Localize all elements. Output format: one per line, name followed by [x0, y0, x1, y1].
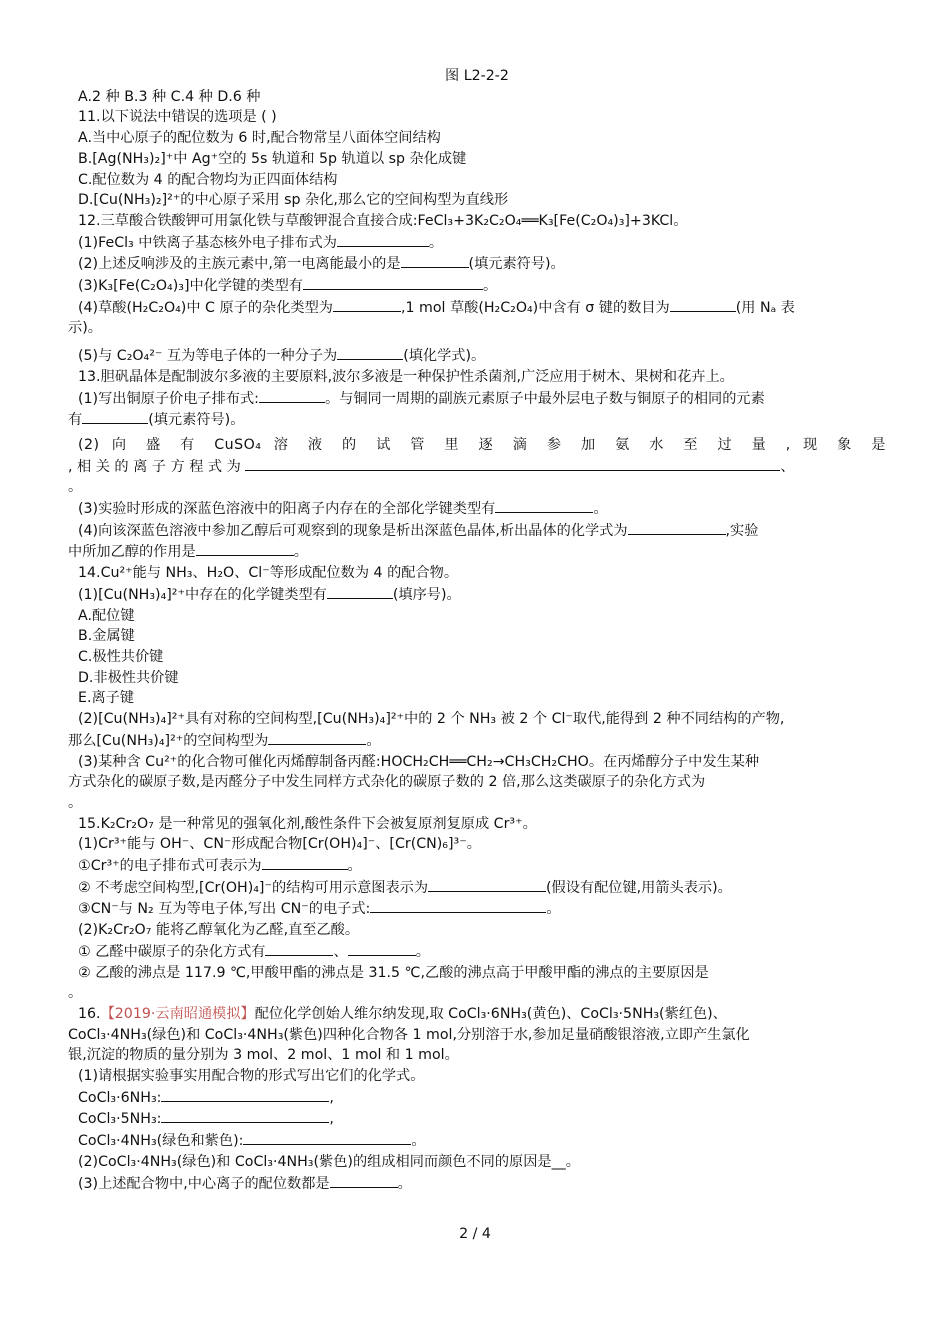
q13-part2-cont: , 相 关 的 离 子 方 程 式 为 、	[68, 456, 886, 478]
q16-formula-1: CoCl₃·6NH₃: ,	[68, 1087, 886, 1109]
q16-stem-line2: CoCl₃·4NH₃(绿色)和 CoCl₃·4NH₃(紫色)四种化合物各 1 mol,分别溶于水,参加足量硝酸银溶液,立即产生氯化	[68, 1026, 750, 1043]
q13-part2: (2) 向 盛 有 CuSO₄ 溶 液 的 试 管 里 逐 滴 参 加 氨 水 至 过 量 , 现 象 是	[78, 436, 886, 453]
q16-stem: 16.【2019·云南昭通模拟】配位化学创始人维尔纳发现,取 CoCl₃·6NH₃(黄色)、CoCl₃·5NH₃(紫红色)、	[78, 1005, 727, 1022]
q15-sub2: ② 不考虑空间构型,[Cr(OH)₄]⁻的结构可用示意图表示为 (假设有配位键,用箭头表示)。	[68, 877, 886, 899]
q15-part1: (1)Cr³⁺能与 OH⁻、CN⁻形成配合物[Cr(OH)₄]⁻、[Cr(CN)₆]³⁻。	[78, 836, 481, 853]
q16-formula-3: CoCl₃·4NH₃(绿色和紫色): 。	[68, 1130, 886, 1152]
answer-blank[interactable]	[333, 297, 401, 312]
q14-part2-cont: 那么[Cu(NH₃)₄]²⁺的空间构型为 。	[68, 730, 886, 752]
answer-blank[interactable]	[401, 253, 469, 268]
q12-part3: (3)K₃[Fe(C₂O₄)₃]中化学键的类型有 。	[68, 275, 886, 297]
q15-sub2-2: ② 乙酸的沸点是 117.9 ℃,甲酸甲酯的沸点是 31.5 ℃,乙酸的沸点高于甲酸甲酯的沸点的主要原因是	[78, 964, 709, 981]
q14-part1: (1)[Cu(NH₃)₄]²⁺中存在的化学键类型有 (填序号)。	[68, 584, 886, 606]
answer-blank[interactable]	[303, 275, 483, 290]
q16-stem-line3: 银,沉淀的物质的量分别为 3 mol、2 mol、1 mol 和 1 mol。	[68, 1047, 459, 1064]
answer-blank[interactable]	[262, 855, 348, 870]
q11-option-a: A.当中心原子的配位数为 6 时,配合物常呈八面体空间结构	[78, 130, 441, 147]
q14-option-a: A.配位键	[78, 607, 135, 624]
answer-blank[interactable]	[161, 1087, 329, 1102]
answer-blank[interactable]	[337, 345, 403, 360]
q13-part4-cont: 中所加乙醇的作用是 。	[68, 541, 886, 563]
source-tag: 【2019·云南昭通模拟】	[100, 1005, 255, 1022]
q14-option-e: E.离子键	[78, 690, 135, 707]
answer-blank[interactable]	[268, 730, 366, 745]
answer-blank[interactable]	[670, 297, 736, 312]
q15-sub2-2-end: 。	[68, 985, 83, 1002]
page-number: 2 / 4	[459, 1226, 491, 1242]
q14-stem: 14.Cu²⁺能与 NH₃、H₂O、Cl⁻等形成配位数为 4 的配合物。	[78, 565, 459, 582]
q15-sub1: ①Cr³⁺的电子排布式可表示为 。	[68, 855, 886, 877]
q16-part3: (3)上述配合物中,中心离子的配位数都是 。	[68, 1173, 886, 1195]
answer-blank[interactable]	[327, 584, 393, 599]
q13-part4: (4)向该深蓝色溶液中参加乙醇后可观察到的现象是析出深蓝色晶体,析出晶体的化学式为 ,实验	[68, 520, 886, 542]
q12-part2: (2)上述反响涉及的主族元素中,第一电离能最小的是 (填元素符号)。	[68, 253, 886, 275]
q13-part1-cont: 有 (填元素符号)。	[68, 409, 886, 431]
q12-part4: (4)草酸(H₂C₂O₄)中 C 原子的杂化类型为 ,1 mol 草酸(H₂C₂O₄)中含有 σ 键的数目为 (用 Nₐ 表	[68, 297, 886, 319]
q16-part1: (1)请根据实验事实用配合物的形式写出它们的化学式。	[78, 1068, 425, 1085]
q13-stem: 13.胆矾晶体是配制波尔多液的主要原料,波尔多液是一种保护性杀菌剂,广泛应用于树木、果树和花卉上。	[78, 368, 734, 385]
q12-part5: (5)与 C₂O₄²⁻ 互为等电子体的一种分子为 (填化学式)。	[68, 345, 886, 367]
q10-options: A.2 种 B.3 种 C.4 种 D.6 种	[78, 88, 261, 105]
figure-caption: 图 L2-2-2	[445, 68, 509, 84]
answer-blank[interactable]	[330, 1173, 398, 1188]
q11-option-b: B.[Ag(NH₃)₂]⁺中 Ag⁺空的 5s 轨道和 5p 轨道以 sp 杂化成键	[78, 150, 467, 167]
q11-stem: 11.以下说法中错误的选项是 ( )	[78, 109, 277, 126]
q12-part4-cont: 示)。	[68, 320, 102, 337]
answer-blank[interactable]	[245, 456, 780, 471]
answer-blank[interactable]	[428, 877, 546, 892]
q14-part2: (2)[Cu(NH₃)₄]²⁺具有对称的空间构型,[Cu(NH₃)₄]²⁺中的 2 个 NH₃ 被 2 个 Cl⁻取代,能得到 2 种不同结构的产物,	[78, 711, 785, 728]
answer-blank[interactable]	[161, 1108, 329, 1123]
q13-part3: (3)实验时形成的深蓝色溶液中的阳离子内存在的全部化学键类型有 。	[68, 498, 886, 520]
q12-part1: (1)FeCl₃ 中铁离子基态核外电子排布式为 。	[68, 232, 886, 254]
q16-formula-2: CoCl₃·5NH₃: ,	[68, 1108, 886, 1130]
q14-option-b: B.金属键	[78, 628, 135, 645]
q14-part3-cont: 方式杂化的碳原子数,是丙醛分子中发生同样方式杂化的碳原子数的 2 倍,那么这类碳原子的杂化方式为	[68, 774, 706, 791]
q11-option-c: C.配位数为 4 的配合物均为正四面体结构	[78, 171, 338, 188]
q14-part3-end: 。	[68, 794, 83, 811]
q15-part2: (2)K₂Cr₂O₇ 能将乙醇氧化为乙醛,直至乙酸。	[78, 922, 360, 939]
q14-option-c: C.极性共价键	[78, 648, 164, 665]
q15-sub2-1: ① 乙醛中碳原子的杂化方式有 、 。	[68, 941, 886, 963]
answer-blank[interactable]	[265, 941, 333, 956]
answer-blank[interactable]	[337, 232, 429, 247]
answer-blank[interactable]	[259, 388, 325, 403]
q12-stem: 12.三草酸合铁酸钾可用氯化铁与草酸钾混合直接合成:FeCl₃+3K₂C₂O₄══K₃[Fe(C₂O₄)₃]+3KCl。	[78, 212, 688, 229]
q16-part2: (2)CoCl₃·4NH₃(绿色)和 CoCl₃·4NH₃(紫色)的组成相同而颜色不同的原因是__。	[78, 1153, 580, 1170]
q15-stem: 15.K₂Cr₂O₇ 是一种常见的强氧化剂,酸性条件下会被复原剂复原成 Cr³⁺。	[78, 815, 537, 832]
answer-blank[interactable]	[348, 941, 416, 956]
q11-option-d: D.[Cu(NH₃)₂]²⁺的中心原子采用 sp 杂化,那么它的空间构型为直线形	[78, 192, 509, 209]
document-body	[68, 66, 886, 1194]
q14-part3: (3)某种含 Cu²⁺的化合物可催化丙烯醇制备丙醛:HOCH₂CH══CH₂→CH₃CH₂CHO。在丙烯醇分子中发生某种	[78, 753, 760, 770]
q13-part2-end: 。	[68, 479, 83, 496]
q15-sub3: ③CN⁻与 N₂ 互为等电子体,写出 CN⁻的电子式: 。	[68, 898, 886, 920]
answer-blank[interactable]	[196, 541, 294, 556]
answer-blank[interactable]	[243, 1130, 411, 1145]
q14-option-d: D.非极性共价键	[78, 669, 179, 686]
answer-blank[interactable]	[628, 520, 726, 535]
answer-blank[interactable]	[82, 409, 148, 424]
answer-blank[interactable]	[370, 898, 546, 913]
answer-blank[interactable]	[495, 498, 593, 513]
q13-part1: (1)写出铜原子价电子排布式: 。与铜同一周期的副族元素原子中最外层电子数与铜原子的相同的元素	[68, 388, 886, 410]
